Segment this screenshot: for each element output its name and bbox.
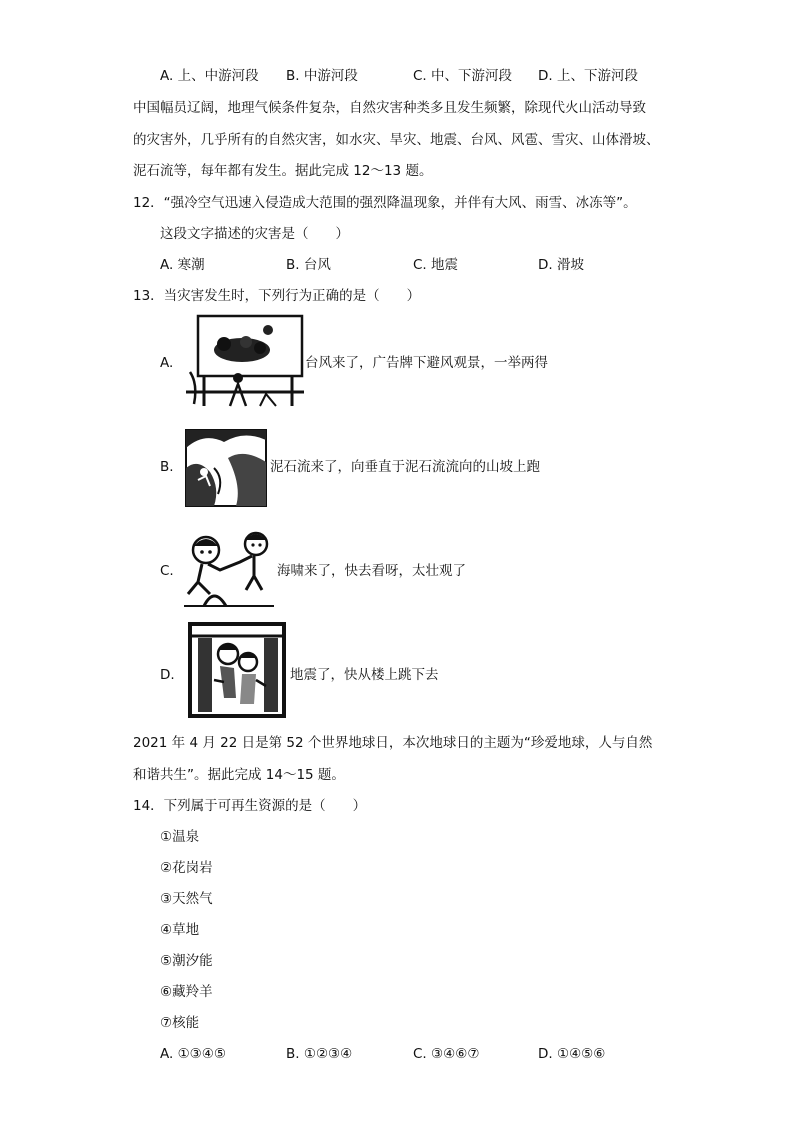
- q14-option-a[interactable]: A. ①③④⑤: [160, 1046, 226, 1062]
- q14-option-d[interactable]: D. ①④⑤⑥: [538, 1046, 606, 1062]
- billboard-typhoon-illustration: [184, 314, 306, 408]
- q12-stem-line-1: 12．“强冷空气迅速入侵造成大范围的强烈降温现象，并伴有大风、雨雪、冰冻等”。: [133, 195, 637, 211]
- q11-option-d[interactable]: D. 上、下游河段: [538, 68, 638, 84]
- q11-option-a[interactable]: A. 上、中游河段: [160, 68, 259, 84]
- q14-option-b[interactable]: B. ①②③④: [286, 1046, 353, 1062]
- q12-stem-line-2: 这段文字描述的灾害是（ ）: [160, 226, 349, 242]
- q13-option-b-letter[interactable]: B.: [160, 459, 174, 475]
- q13-option-d-letter[interactable]: D.: [160, 667, 175, 683]
- mudslide-illustration: [184, 428, 268, 508]
- q14-item: ①温泉: [160, 829, 200, 845]
- q14-item: ⑥藏羚羊: [160, 984, 213, 1000]
- intro-14-15-line-1: 2021 年 4 月 22 日是第 52 个世界地球日，本次地球日的主题为“珍爱地球，人与自然: [133, 735, 653, 751]
- tsunami-watchers-illustration: [180, 524, 276, 610]
- q13-option-c-text: 海啸来了，快去看呀，太壮观了: [277, 563, 466, 579]
- q14-item: ③天然气: [160, 891, 213, 907]
- intro-12-13-line-2: 的灾害外，几乎所有的自然灾害，如水灾、旱灾、地震、台风、风雹、雪灾、山体滑坡、: [133, 132, 660, 148]
- q12-option-b[interactable]: B. 台风: [286, 257, 331, 273]
- intro-14-15-line-2: 和谐共生”。据此完成 14～15 题。: [133, 767, 345, 783]
- earthquake-window-illustration: [184, 620, 288, 720]
- q14-option-c[interactable]: C. ③④⑥⑦: [413, 1046, 480, 1062]
- q14-item: ⑤潮汐能: [160, 953, 213, 969]
- q14-item: ②花岗岩: [160, 860, 213, 876]
- q12-option-c[interactable]: C. 地震: [413, 257, 459, 273]
- q14-item: ⑦核能: [160, 1015, 200, 1031]
- q13-option-c-letter[interactable]: C.: [160, 563, 174, 579]
- q11-option-c[interactable]: C. 中、下游河段: [413, 68, 513, 84]
- q13-option-a-text: 台风来了，广告牌下避风观景，一举两得: [305, 355, 548, 371]
- q13-option-b-text: 泥石流来了，向垂直于泥石流流向的山坡上跑: [270, 459, 540, 475]
- q13-stem: 13．当灾害发生时，下列行为正确的是（ ）: [133, 288, 421, 304]
- q14-stem: 14．下列属于可再生资源的是（ ）: [133, 798, 367, 814]
- q12-option-d[interactable]: D. 滑坡: [538, 257, 584, 273]
- q12-option-a[interactable]: A. 寒潮: [160, 257, 205, 273]
- intro-12-13-line-1: 中国幅员辽阔，地理气候条件复杂，自然灾害种类多且发生频繁，除现代火山活动导致: [133, 100, 646, 116]
- q14-item: ④草地: [160, 922, 200, 938]
- q13-option-d-text: 地震了，快从楼上跳下去: [290, 667, 439, 683]
- intro-12-13-line-3: 泥石流等，每年都有发生。据此完成 12～13 题。: [133, 163, 433, 179]
- q11-option-b[interactable]: B. 中游河段: [286, 68, 358, 84]
- q13-option-a-letter[interactable]: A.: [160, 355, 174, 371]
